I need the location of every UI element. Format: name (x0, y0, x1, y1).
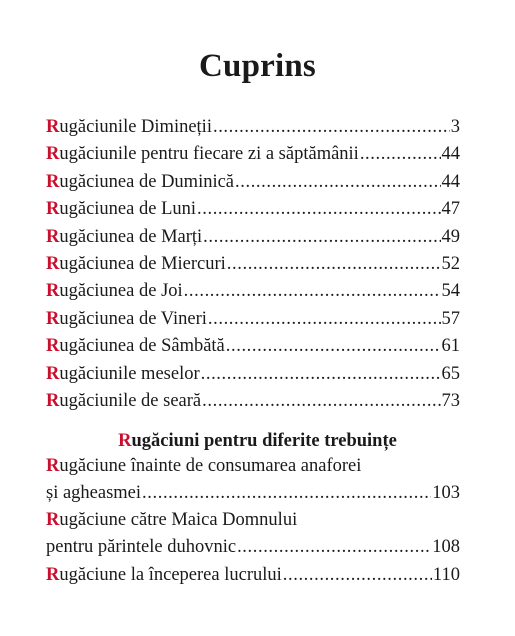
red-initial: R (46, 171, 60, 192)
page-number: 103 (432, 483, 460, 503)
red-initial: R (46, 510, 60, 531)
page-number: 61 (441, 336, 460, 357)
toc-entry[interactable] (46, 388, 460, 415)
page-number: 49 (441, 226, 460, 247)
page-number: 54 (441, 281, 460, 302)
toc-entry-line[interactable] (46, 507, 460, 534)
toc-entry[interactable] (46, 562, 460, 589)
page-number: 57 (441, 308, 460, 329)
entry-title: ugăciunile de seară (59, 390, 202, 411)
dot-leader (142, 480, 431, 507)
red-initial: R (46, 456, 60, 476)
toc-entry[interactable] (46, 141, 460, 168)
page-number: 3 (450, 117, 460, 137)
entry-title-continued: pentru părintele duhovnic (46, 537, 237, 558)
page-number: 44 (441, 171, 460, 192)
red-initial: R (46, 363, 60, 384)
entry-title: ugăciunea de Miercuri (59, 253, 226, 274)
entry-title: ugăciune către Maica Domnului (59, 510, 298, 531)
toc-entry[interactable] (46, 306, 460, 333)
entry-title: ugăciunea de Luni (59, 199, 197, 220)
dot-leader (201, 361, 441, 388)
entry-title: ugăciunea de Vineri (59, 308, 207, 329)
toc-entry[interactable] (46, 251, 460, 278)
dot-leader (237, 534, 431, 561)
red-initial: R (118, 431, 132, 451)
red-initial: R (46, 281, 60, 302)
toc-entry[interactable] (46, 114, 460, 141)
page-number: 73 (441, 390, 460, 411)
dot-leader (197, 196, 440, 223)
toc-entry[interactable] (46, 534, 460, 561)
entry-title: ugăciune la începerea lucrului (59, 564, 282, 585)
page-number: 65 (441, 363, 460, 384)
section-heading (0, 428, 515, 454)
red-initial: R (46, 226, 60, 247)
entry-title: ugăciunea de Joi (59, 281, 183, 302)
red-initial: R (46, 308, 60, 329)
red-initial: R (46, 336, 60, 357)
red-initial: R (46, 117, 60, 137)
red-initial: R (46, 144, 60, 165)
entry-title: ugăciunile meselor (59, 363, 200, 384)
page-number: 52 (441, 253, 460, 274)
dot-leader (227, 251, 441, 278)
toc-entry[interactable] (46, 361, 460, 388)
section-toc-list (46, 453, 460, 589)
toc-entry[interactable] (46, 224, 460, 251)
red-initial: R (46, 564, 60, 585)
toc-entry[interactable] (46, 480, 460, 507)
section-heading-text: ugăciuni pentru diferite trebuințe (131, 431, 397, 451)
entry-title: ugăciunea de Sâmbătă (59, 336, 225, 357)
red-initial: R (46, 253, 60, 274)
red-initial: R (46, 199, 60, 220)
red-initial: R (46, 390, 60, 411)
entry-title-continued: și agheasmei (46, 483, 142, 503)
page-title: Cuprins (199, 48, 316, 84)
page-number: 110 (432, 564, 460, 585)
entry-title: ugăciunile pentru fiecare zi a săptămânii (59, 144, 359, 165)
dot-leader (283, 562, 432, 589)
dot-leader (203, 224, 440, 251)
entry-title: ugăciunea de Marți (59, 226, 203, 247)
page-number: 47 (441, 199, 460, 220)
toc-entry[interactable] (46, 169, 460, 196)
entry-title: ugăciunile Dimineții (59, 117, 212, 137)
dot-leader (184, 278, 441, 305)
toc-list (46, 114, 460, 415)
entry-title: ugăciunea de Duminică (59, 171, 235, 192)
entry-title: ugăciune înainte de consumarea anaforei (59, 456, 362, 476)
dot-leader (208, 306, 441, 333)
toc-entry[interactable] (46, 278, 460, 305)
page-number: 44 (441, 144, 460, 165)
dot-leader (213, 114, 450, 141)
dot-leader (202, 388, 440, 415)
toc-entry[interactable] (46, 196, 460, 223)
dot-leader (226, 333, 441, 360)
dot-leader (360, 141, 441, 168)
dot-leader (235, 169, 440, 196)
toc-entry-line[interactable] (46, 453, 460, 480)
page-number: 108 (432, 537, 460, 558)
toc-entry[interactable] (46, 333, 460, 360)
